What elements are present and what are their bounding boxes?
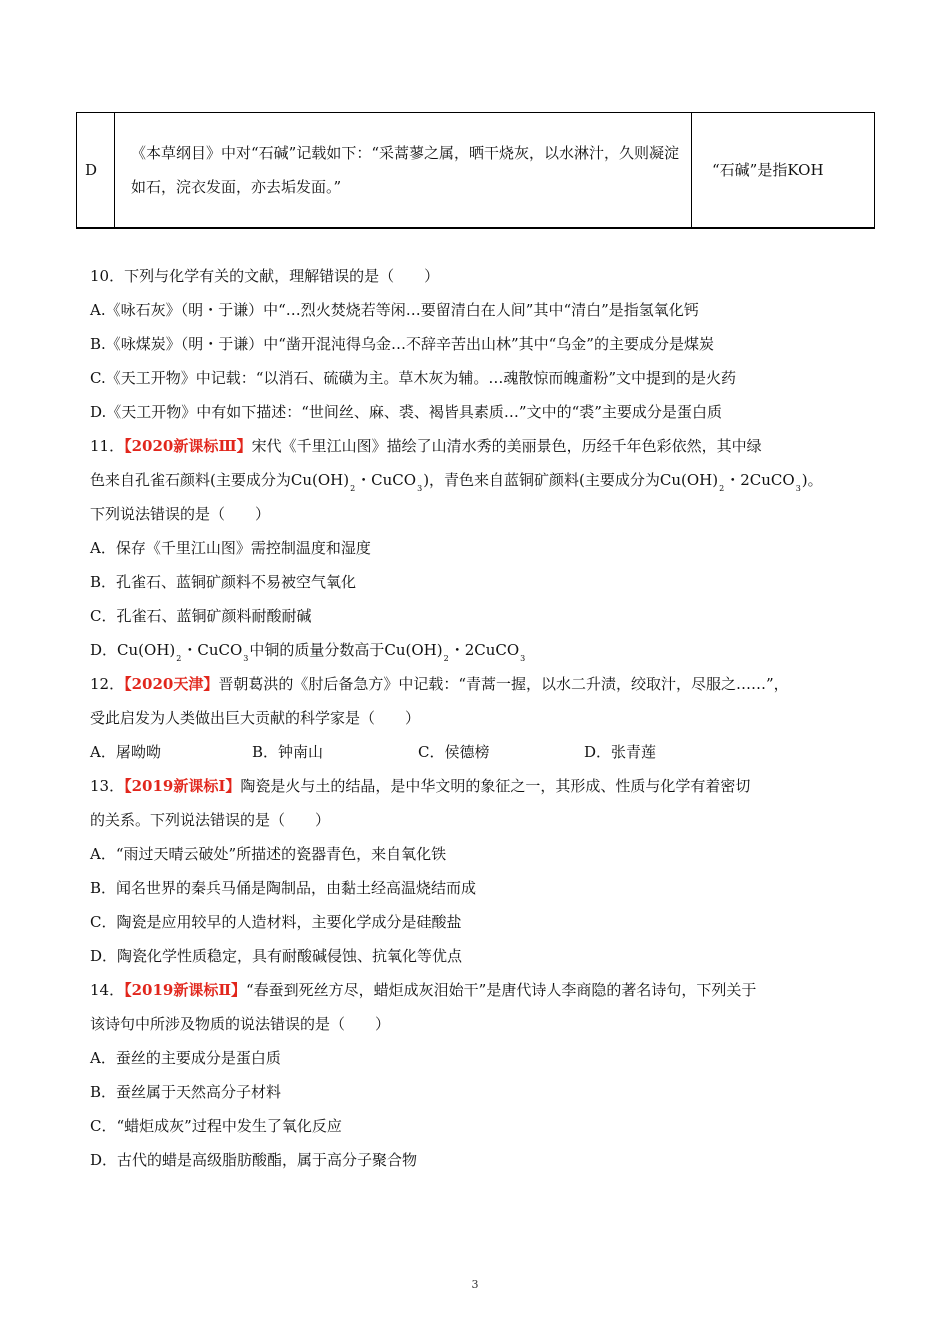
- q12-options: [90, 741, 656, 763]
- q11-stem-part: ・2CuCO: [725, 471, 795, 489]
- q11-stem-part: ・CuCO: [356, 471, 417, 489]
- q11-stem-part: )，青色来自蓝铜矿颜料(主要成分为Cu(OH): [423, 471, 719, 489]
- subscript: 2: [443, 654, 449, 663]
- q13-stem-text: 陶瓷是火与土的结晶，是中华文明的象征之一，其形成、性质与化学有着密切: [240, 777, 751, 795]
- q11-option-d-part: D．Cu(OH): [90, 641, 176, 659]
- q14-stem-line1: [90, 979, 756, 1001]
- q11-stem-line1: [90, 435, 762, 457]
- q12-option-b: B．钟南山: [252, 743, 324, 761]
- q14-source-tag: 【2019新课标Ⅱ】: [124, 981, 246, 999]
- q11-stem-part: 色来自孔雀石颜料(主要成分为Cu(OH): [90, 471, 350, 489]
- q11-option-d-part: 中铜的质量分数高于Cu(OH): [249, 641, 443, 659]
- q11-source-tag: 【2020新课标Ⅲ】: [124, 437, 252, 455]
- q10-option-c: C.《天工开物》中记载：“以消石、硫磺为主。草木灰为辅。…魂散惊而魄齑粉”文中提到的是火药: [90, 369, 737, 387]
- q12-stem-text: 晋朝葛洪的《肘后备急方》中记载：“青蒿一握，以水二升渍，绞取汁，尽服之……”，: [218, 675, 789, 693]
- q12-stem-line1: [90, 673, 789, 695]
- subscript: 3: [795, 484, 801, 493]
- q10-option-b: B.《咏煤炭》（明・于谦）中“凿开混沌得乌金…不辞辛苦出山林”其中“乌金”的主要成分是煤炭: [90, 335, 714, 353]
- q12-option-a: A．屠呦呦: [90, 743, 161, 761]
- q13-option-d: D．陶瓷化学性质稳定，具有耐酸碱侵蚀、抗氧化等优点: [90, 947, 463, 965]
- q14-option-b: B．蚕丝属于天然高分子材料: [90, 1083, 282, 1101]
- q13-option-a: A．“雨过天晴云破处”所描述的瓷器青色，来自氧化铁: [90, 845, 447, 863]
- q11-stem-line3: 下列说法错误的是（ ）: [90, 505, 271, 523]
- q14-option-a: A．蚕丝的主要成分是蛋白质: [90, 1049, 281, 1067]
- q11-option-b: B．孔雀石、蓝铜矿颜料不易被空气氧化: [90, 573, 357, 591]
- subscript: 3: [243, 654, 249, 663]
- q11-stem-line2: [90, 469, 823, 500]
- q14-stem-line2: 该诗句中所涉及物质的说法错误的是（ ）: [90, 1015, 391, 1033]
- q10-option-a: A.《咏石灰》（明・于谦）中“…烈火焚烧若等闲…要留清白在人间”其中“清白”是指氢氧化钙: [90, 301, 699, 319]
- subscript: 2: [176, 654, 182, 663]
- q14-number: 14．: [90, 981, 125, 999]
- q11-option-c: C．孔雀石、蓝铜矿颜料耐酸耐碱: [90, 607, 312, 625]
- q11-number: 11．: [90, 437, 125, 455]
- q12-stem-line2: 受此启发为人类做出巨大贡献的科学家是（ ）: [90, 709, 421, 727]
- q11-option-d: [90, 639, 526, 670]
- q12-option-c: C．侯德榜: [418, 743, 490, 761]
- q13-stem-line2: 的关系。下列说法错误的是（ ）: [90, 811, 331, 829]
- page-number: 3: [471, 1278, 479, 1291]
- q13-option-b: B．闻名世界的秦兵马俑是陶制品，由黏土经高温烧结而成: [90, 879, 477, 897]
- q11-option-d-part: ・CuCO: [182, 641, 243, 659]
- table-row-d: [77, 113, 875, 228]
- q11-stem-part: )。: [801, 471, 823, 489]
- q14-option-c: C．“蜡炬成灰”过程中发生了氧化反应: [90, 1117, 342, 1135]
- q14-stem-text: “春蚕到死丝方尽，蜡炬成灰泪始干”是唐代诗人李商隐的著名诗句，下列关于: [245, 981, 757, 999]
- q14-option-d: D．古代的蜡是高级脂肪酸酯，属于高分子聚合物: [90, 1151, 418, 1169]
- q10-stem: 10．下列与化学有关的文献，理解错误的是（ ）: [90, 267, 440, 285]
- q12-source-tag: 【2020天津】: [124, 675, 219, 693]
- table-row-label: D: [77, 113, 115, 228]
- q13-number: 13．: [90, 777, 125, 795]
- options-table: [76, 112, 875, 229]
- q11-option-a: A．保存《千里江山图》需控制温度和湿度: [90, 539, 371, 557]
- subscript: 3: [520, 654, 526, 663]
- subscript: 3: [417, 484, 423, 493]
- subscript: 2: [719, 484, 725, 493]
- q10-option-d: D.《天工开物》中有如下描述：“世间丝、麻、裘、褐皆具素质…”文中的“裘”主要成分是蛋白质: [90, 403, 722, 421]
- q13-stem-line1: [90, 775, 750, 797]
- q13-option-c: C．陶瓷是应用较早的人造材料，主要化学成分是硅酸盐: [90, 913, 462, 931]
- q12-option-d: D．张青莲: [584, 743, 657, 761]
- table-row-answer: “石碱”是指KOH: [692, 113, 875, 228]
- q13-source-tag: 【2019新课标Ⅰ】: [124, 777, 241, 795]
- q12-number: 12．: [90, 675, 125, 693]
- subscript: 2: [350, 484, 356, 493]
- q11-stem-text: 宋代《千里江山图》描绘了山清水秀的美丽景色，历经千年色彩依然，其中绿: [251, 437, 762, 455]
- q11-option-d-part: ・2CuCO: [449, 641, 520, 659]
- table-row-content: 《本草纲目》中对“石碱”记载如下：“采蒿蓼之属，晒干烧灰，以水淋汁，久则凝淀如石，浣衣发面，亦去垢发面。”: [115, 113, 692, 228]
